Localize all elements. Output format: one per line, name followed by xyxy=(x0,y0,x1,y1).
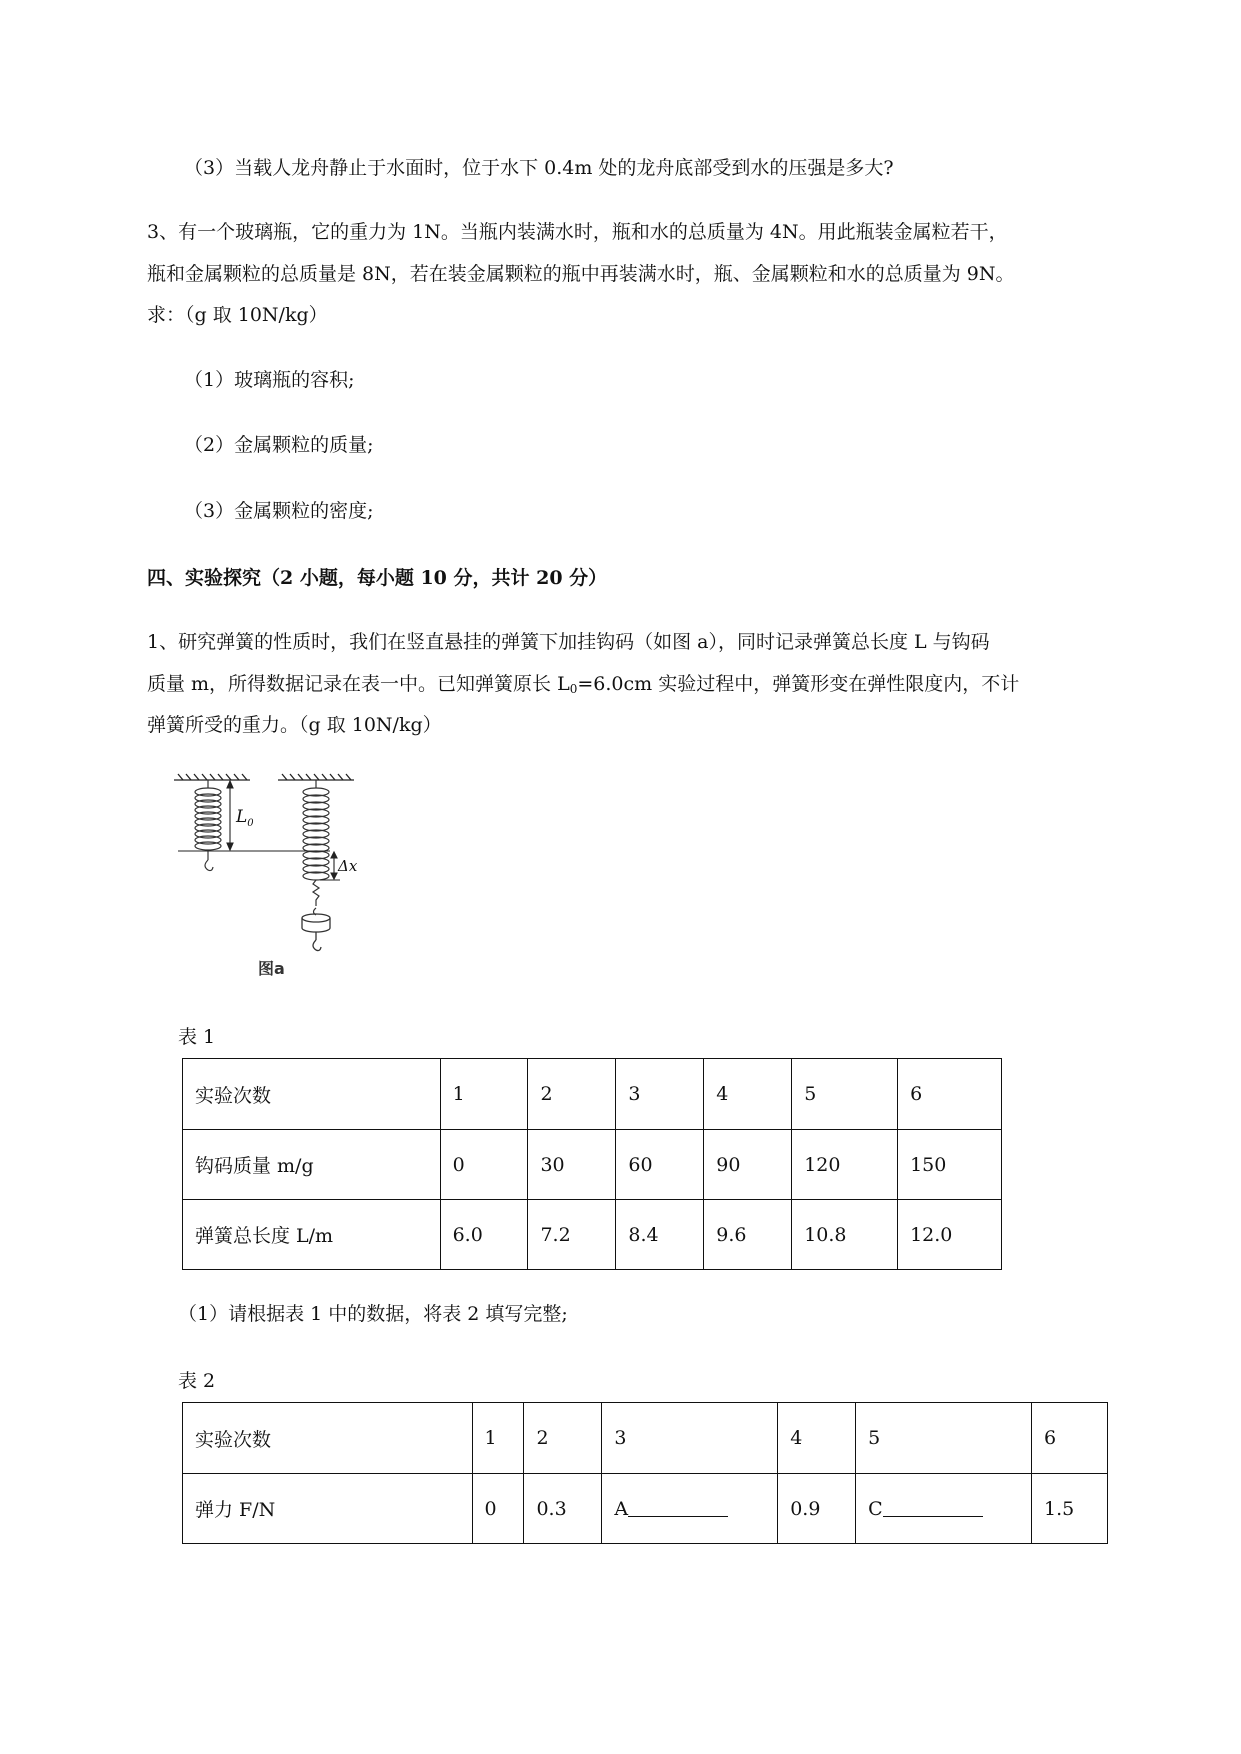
table-cell: 4 xyxy=(704,1059,792,1130)
table-cell: 4 xyxy=(778,1403,856,1474)
table1-row xyxy=(183,1130,1002,1200)
q3-sub2: （2）金属颗粒的质量; xyxy=(184,434,374,456)
table1-row xyxy=(183,1059,1002,1130)
exp1-line3: 弹簧所受的重力。（g 取 10N/kg） xyxy=(147,714,442,736)
blank-line xyxy=(628,1498,728,1517)
table-cell: 1.5 xyxy=(1032,1474,1108,1544)
label-l0: $L_0$ xyxy=(236,807,254,829)
hook-weight xyxy=(302,914,330,951)
table-cell: 钩码质量 m/g xyxy=(183,1130,441,1200)
table-cell: 0 xyxy=(472,1474,524,1544)
table2-row xyxy=(183,1474,1108,1544)
table2 xyxy=(182,1402,1108,1544)
table-cell: 1 xyxy=(440,1059,528,1130)
table-cell: 6 xyxy=(898,1059,1002,1130)
table1 xyxy=(182,1058,1002,1270)
table-cell: 0.3 xyxy=(524,1474,602,1544)
q3-sub1: （1）玻璃瓶的容积; xyxy=(184,369,355,391)
table-cell: 5 xyxy=(792,1059,898,1130)
table-cell: 90 xyxy=(704,1130,792,1200)
table-cell: 150 xyxy=(898,1130,1002,1200)
table-cell: 120 xyxy=(792,1130,898,1200)
table-cell: 7.2 xyxy=(528,1200,616,1270)
table-cell: 0 xyxy=(440,1130,528,1200)
table-cell: 5 xyxy=(856,1403,1032,1474)
table-cell: 2 xyxy=(528,1059,616,1130)
table2-caption: 表 2 xyxy=(178,1370,216,1392)
table-cell: 1 xyxy=(472,1403,524,1474)
right-spring xyxy=(303,780,329,915)
table1-caption: 表 1 xyxy=(178,1026,216,1048)
table-cell: 弹力 F/N xyxy=(183,1474,473,1544)
table-cell: 6.0 xyxy=(440,1200,528,1270)
table1-row xyxy=(183,1200,1002,1270)
table-cell: 8.4 xyxy=(616,1200,704,1270)
table-cell: 60 xyxy=(616,1130,704,1200)
ceiling-right xyxy=(278,774,354,780)
exp1-line1: 1、研究弹簧的性质时，我们在竖直悬挂的弹簧下加挂钩码（如图 a），同时记录弹簧总长度 L 与钩码 xyxy=(147,631,990,653)
blank-label-c: C xyxy=(868,1497,883,1520)
blank-line xyxy=(883,1498,983,1517)
q3-line2: 瓶和金属颗粒的总质量是 8N，若在装金属颗粒的瓶中再装满水时，瓶、金属颗粒和水的总质量为 9N。 xyxy=(147,263,1015,285)
table2-row xyxy=(183,1403,1108,1474)
table-cell: 3 xyxy=(616,1059,704,1130)
left-spring xyxy=(195,780,221,871)
table-cell: 3 xyxy=(602,1403,778,1474)
q3-line1: 3、有一个玻璃瓶，它的重力为 1N。当瓶内装满水时，瓶和水的总质量为 4N。用此瓶装金属粒若干， xyxy=(147,221,1008,243)
table-cell: 0.9 xyxy=(778,1474,856,1544)
spring-figure xyxy=(170,770,380,985)
table-cell: 6 xyxy=(1032,1403,1108,1474)
table-cell: 30 xyxy=(528,1130,616,1200)
blank-label-a: A xyxy=(614,1497,629,1520)
table-cell: 9.6 xyxy=(704,1200,792,1270)
answer-cell-a[interactable] xyxy=(602,1474,778,1544)
table-cell: 2 xyxy=(524,1403,602,1474)
table-cell: 10.8 xyxy=(792,1200,898,1270)
answer-cell-c[interactable] xyxy=(856,1474,1032,1544)
table-cell: 弹簧总长度 L/m xyxy=(183,1200,441,1270)
q3-sub3: （3）金属颗粒的密度; xyxy=(184,500,374,522)
table-cell: 实验次数 xyxy=(183,1059,441,1130)
section-title: 四、实验探究（2 小题，每小题 10 分，共计 20 分） xyxy=(147,567,608,589)
instruction: （1）请根据表 1 中的数据，将表 2 填写完整; xyxy=(178,1303,568,1325)
exp1-line2: 质量 m，所得数据记录在表一中。已知弹簧原长 $L_0=6.0cm$ 实验过程中，弹簧形变在弹性限度内，不计 xyxy=(147,673,1020,696)
figure-caption: 图a xyxy=(258,959,285,978)
ceiling-left xyxy=(174,774,250,780)
q3-line3: 求：（g 取 10N/kg） xyxy=(147,304,328,326)
q2-sub3: （3）当载人龙舟静止于水面时，位于水下 0.4m 处的龙舟底部受到水的压强是多大? xyxy=(184,157,894,179)
table-cell: 12.0 xyxy=(898,1200,1002,1270)
table-cell: 实验次数 xyxy=(183,1403,473,1474)
label-dx: Δx xyxy=(338,857,358,875)
